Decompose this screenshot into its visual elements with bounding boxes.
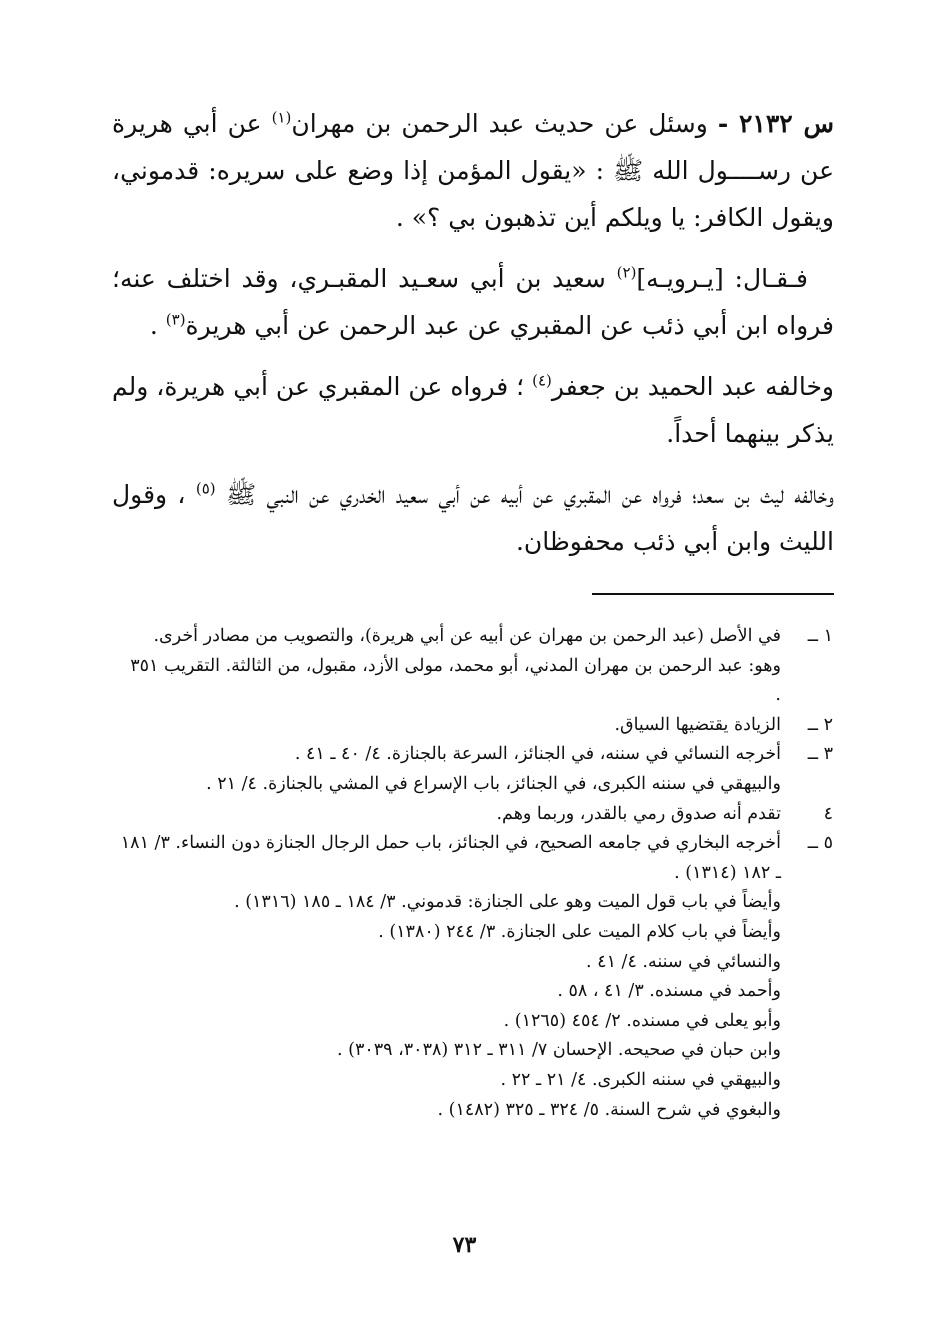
footnote-5-source: وأيضاً في باب كلام الميت على الجنازة. ٣/ ٢٤٤ (١٣٨٠) . [378, 921, 781, 942]
page-number: ٧٣ [452, 1232, 477, 1258]
answer-text-end: . [149, 311, 158, 340]
footnote-ref-5: (٥) [195, 479, 216, 498]
question-text: وسئل عن حديث عبد الرحمن بن مهران [291, 109, 708, 138]
footnote-5-source: وابن حبان في صحيحه. الإحسان ٧/ ٣١١ ـ ٣١٢ (٣٠٣٨، ٣٠٣٩) . [336, 1040, 781, 1061]
footnote-ref-1: (١) [271, 108, 292, 127]
footnote-ref-4: (٤) [532, 371, 552, 390]
footnote-5-source: وأبو يعلى في مسنده. ٢/ ٤٥٤ (١٢٦٥) . [503, 1010, 781, 1031]
footnote-4 [120, 800, 833, 830]
footnote-number: ٤ [823, 803, 833, 824]
footnote-5-source: والنسائي في سننه. ٤/ ٤١ . [586, 951, 781, 972]
footnote-3 [120, 740, 833, 770]
footnote-ref-2: (٢) [616, 263, 637, 282]
variant-text-cont: ؛ فرواه عن المقبري عن أبي هريرة، ولم يذكر بينهما أحداً. [112, 372, 834, 448]
footnote-number: ١ ــ [807, 626, 833, 646]
footnote-number: ٢ ــ [807, 714, 833, 735]
question-number: س ٢١٣٢ - [717, 109, 834, 138]
footnote-text: أخرجه النسائي في سننه، في الجنائز، السرعة بالجنازة. ٤/ ٤٠ ـ ٤١ . [294, 744, 781, 765]
variant2-text: وخالفه ليث بن سعد؛ فرواه عن المقبري عن أبيه عن أبي سعيد الخدري عن النبي ﷺ [225, 480, 834, 509]
footnote-2 [120, 711, 833, 741]
footnote-5-source: والبغوي في شرح السنة. ٥/ ٣٢٤ ـ ٣٢٥ (١٤٨٢) . [437, 1099, 781, 1120]
footnote-1-continuation: وهو: عبد الرحمن بن مهران المدني، أبو محمد، مولى الأزد، مقبول، من الثالثة. التقريب ٣٥١ . [130, 655, 781, 706]
variant-paragraph-1 [112, 363, 834, 457]
answer-text-cont: سعيد بن أبي سعـيد المقبـري، وقد اختلف عنه؛ فرواه ابن أبي ذئب عن المقبري عن عبد الرحمن عن أبي هريرة [112, 264, 834, 340]
footnote-5-source: والبيهقي في سننه الكبرى. ٤/ ٢١ ـ ٢٢ . [500, 1069, 781, 1090]
answer-text: فـقـال: [يـرويـه] [636, 264, 808, 293]
main-text [112, 100, 834, 579]
footnote-text: تقدم أنه صدوق رمي بالقدر، وربما وهم. [496, 803, 781, 824]
footnote-5-source: وأيضاً في باب قول الميت وهو على الجنازة: قدموني. ٣/ ١٨٤ ـ ١٨٥ (١٣١٦) . [234, 892, 781, 913]
footnote-divider [592, 593, 834, 595]
variant2-text-cont: ، وقول الليث وابن أبي ذئب محفوظان. [112, 480, 834, 556]
footnote-1 [120, 622, 833, 652]
footnote-text: في الأصل (عبد الرحمن بن مهران عن أبيه عن أبي هريرة)، والتصويب من مصادر أخرى. [153, 626, 781, 646]
footnote-text: أخرجه البخاري في جامعه الصحيح، في الجنائز، باب حمل الرجال الجنازة دون النساء. ٣/ ١٨١ ـ ١٨٢ (١٣١٤) . [120, 833, 781, 883]
footnote-ref-3: (٣) [165, 310, 186, 329]
footnote-5-source: وأحمد في مسنده. ٣/ ٤١ ، ٥٨ . [557, 981, 781, 1002]
question-text-cont: عن أبي هريرة عن رســــول الله ﷺ : «يقول المؤمن إذا وضع على سريره: قدموني، ويقول الكافر: يا ويلكم أين تذهبون بي ؟» . [112, 109, 834, 232]
footnote-3-continuation: والبيهقي في سننه الكبرى، في الجنائز، باب الإسراع في المشي بالجنازة. ٤/ ٢١ . [206, 773, 781, 794]
answer-paragraph [112, 255, 834, 349]
footnote-number: ٣ ــ [807, 744, 833, 765]
footnotes [120, 622, 833, 1125]
variant-text: وخالفه عبد الحميد بن جعفر [551, 372, 834, 401]
footnote-number: ٥ ــ [807, 833, 833, 854]
footnote-text: الزيادة يقتضيها السياق. [614, 714, 781, 735]
variant-paragraph-2 [112, 471, 834, 565]
question-paragraph [112, 100, 834, 241]
footnote-5 [120, 829, 833, 888]
